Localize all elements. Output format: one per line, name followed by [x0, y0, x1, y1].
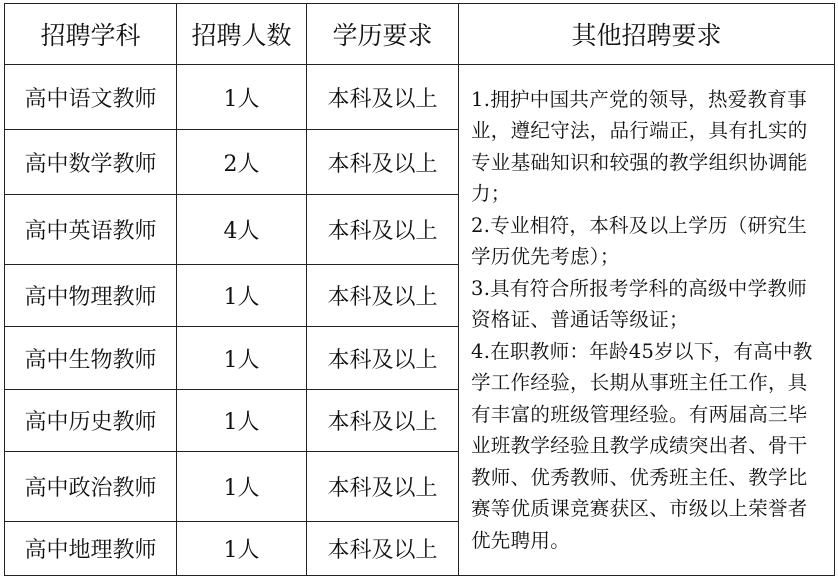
degree-cell: 本科及以上	[307, 65, 459, 130]
count-cell: 1人	[177, 522, 307, 576]
degree-cell: 本科及以上	[307, 265, 459, 327]
subject-cell: 高中地理教师	[5, 522, 177, 576]
count-cell: 1人	[177, 265, 307, 327]
requirement-item: 4.在职教师：年龄45岁以下，有高中教学工作经验，长期从事班主任工作，具有丰富的班级管理经验。有两届高三毕业班教学经验且教学成绩突出者、骨干教师、优秀教师、优秀班主任、教学比赛等优质课竞赛获区、市级以上荣誉者优先聘用。	[471, 339, 813, 552]
count-cell: 4人	[177, 195, 307, 265]
subject-cell: 高中语文教师	[5, 65, 177, 130]
subject-cell: 高中物理教师	[5, 265, 177, 327]
subject-cell: 高中数学教师	[5, 130, 177, 195]
subject-cell: 高中政治教师	[5, 452, 177, 522]
count-cell: 1人	[177, 327, 307, 390]
header-subject: 招聘学科	[5, 4, 177, 65]
subject-cell: 高中英语教师	[5, 195, 177, 265]
other-requirements-cell	[459, 65, 835, 576]
table-row	[5, 65, 835, 130]
header-count: 招聘人数	[177, 4, 307, 65]
count-cell: 1人	[177, 452, 307, 522]
degree-cell: 本科及以上	[307, 195, 459, 265]
count-cell: 1人	[177, 65, 307, 130]
degree-cell: 本科及以上	[307, 327, 459, 390]
header-other: 其他招聘要求	[459, 4, 835, 65]
degree-cell: 本科及以上	[307, 522, 459, 576]
recruitment-table-wrapper	[4, 3, 834, 576]
count-cell: 1人	[177, 390, 307, 452]
count-cell: 2人	[177, 130, 307, 195]
degree-cell: 本科及以上	[307, 130, 459, 195]
header-degree: 学历要求	[307, 4, 459, 65]
degree-cell: 本科及以上	[307, 452, 459, 522]
requirement-item: 2.专业相符，本科及以上学历（研究生学历优先考虑）；	[471, 213, 808, 269]
requirement-item: 3.具有符合所报考学科的高级中学教师资格证、普通话等级证；	[471, 276, 808, 332]
header-row	[5, 4, 835, 65]
degree-cell: 本科及以上	[307, 390, 459, 452]
subject-cell: 高中历史教师	[5, 390, 177, 452]
subject-cell: 高中生物教师	[5, 327, 177, 390]
recruitment-table	[4, 3, 835, 576]
requirement-item: 1.拥护中国共产党的领导，热爱教育事业，遵纪守法，品行端正，具有扎实的专业基础知识和较强的教学组织协调能力；	[471, 87, 808, 206]
